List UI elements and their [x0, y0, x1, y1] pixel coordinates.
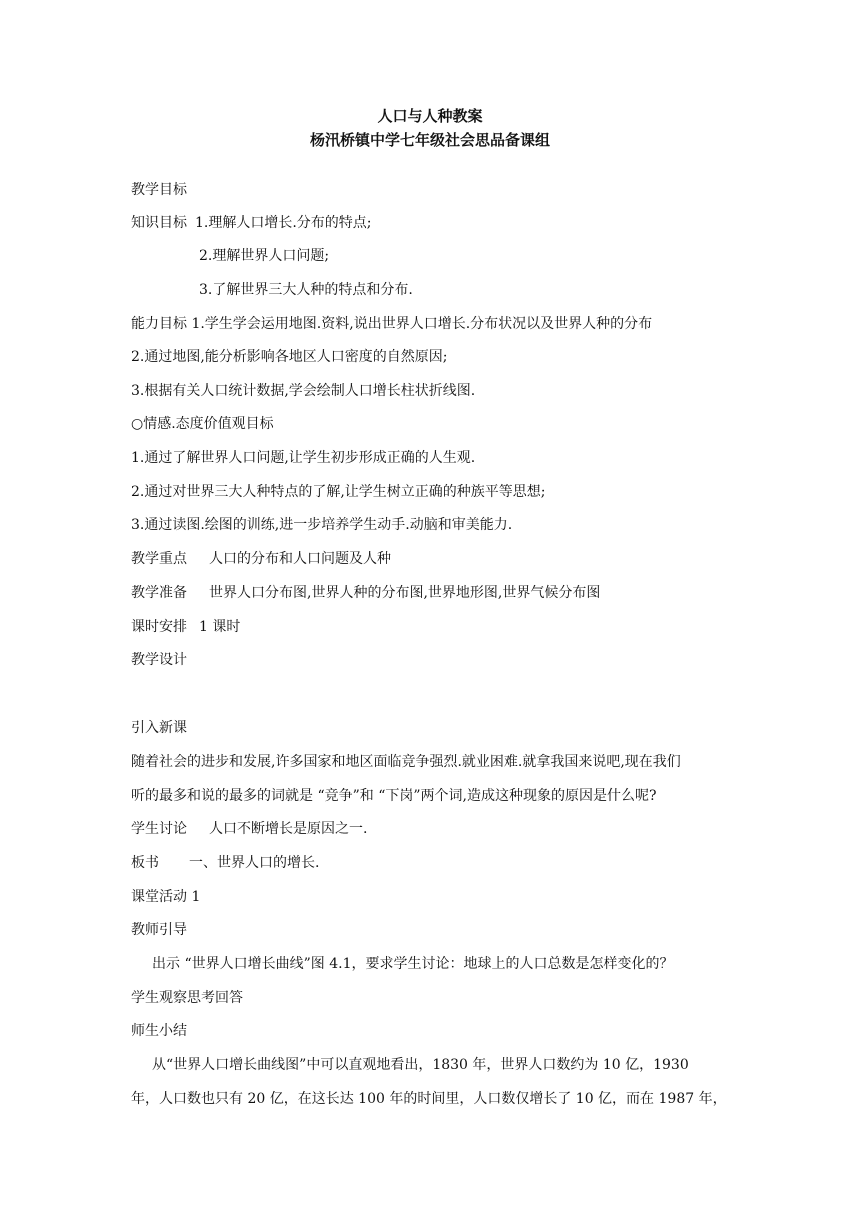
- document-title: 人口与人种教案: [377, 107, 483, 125]
- teaching-prep-label: 教学准备: [131, 585, 187, 601]
- knowledge-goal-item-1: 1.理解人口增长.分布的特点;: [195, 215, 372, 231]
- student-discussion-line: [131, 819, 367, 839]
- student-observe-line: 学生观察思考回答: [131, 990, 243, 1006]
- guide-paragraph: 出示 “世界人口增长曲线”图 4.1，要求学生讨论：地球上的人口总数是怎样变化的？: [152, 956, 674, 972]
- knowledge-goal-label: 知识目标: [131, 215, 187, 231]
- schedule-line: [131, 617, 240, 637]
- knowledge-goal-item-2: 2.理解世界人口问题;: [199, 248, 330, 264]
- emotion-goal-item-2: 2.通过对世界三大人种特点的了解,让学生树立正确的种族平等思想;: [131, 484, 546, 500]
- teaching-focus-label: 教学重点: [131, 551, 187, 567]
- ability-goal-item-2: 2.通过地图,能分析影响各地区人口密度的自然原因;: [131, 349, 448, 365]
- heading-teaching-design: 教学设计: [131, 652, 187, 668]
- knowledge-goal-line: [131, 213, 372, 233]
- teaching-prep-text: 世界人口分布图,世界人种的分布图,世界地形图,世界气候分布图: [209, 585, 601, 601]
- teaching-focus-line: [131, 549, 391, 569]
- emotion-goal-item-3: 3.通过读图.绘图的训练,进一步培养学生动手.动脑和审美能力.: [131, 517, 513, 533]
- heading-teaching-goals: 教学目标: [131, 182, 187, 198]
- schedule-text: 1 课时: [199, 619, 241, 635]
- board-label: 板书: [131, 855, 159, 871]
- intro-paragraph-line-1: 随着社会的进步和发展,许多国家和地区面临竞争强烈.就业困难.就拿我国来说吧,现在我们: [131, 754, 681, 770]
- teaching-prep-line: [131, 583, 600, 603]
- knowledge-goal-item-3: 3.了解世界三大人种的特点和分布.: [199, 282, 413, 298]
- board-line: [131, 853, 319, 873]
- board-text: 一、世界人口的增长.: [189, 855, 320, 871]
- student-discussion-text: 人口不断增长是原因之一.: [209, 821, 368, 837]
- teaching-focus-text: 人口的分布和人口问题及人种: [209, 551, 391, 567]
- intro-paragraph-line-2: 听的最多和说的最多的词就是 “竞争”和 “下岗”两个词,造成这种现象的原因是什么呢?: [131, 788, 657, 804]
- summary-heading: 师生小结: [131, 1023, 187, 1039]
- summary-paragraph-line-2: 年，人口数也只有 20 亿，在这长达 100 年的时间里，人口数仅增长了 10 亿，而在 1987 年，: [131, 1091, 727, 1107]
- schedule-label: 课时安排: [131, 619, 187, 635]
- document-subtitle: 杨汛桥镇中学七年级社会思品备课组: [309, 131, 550, 149]
- student-discussion-label: 学生讨论: [131, 821, 187, 837]
- emotion-goal-item-1: 1.通过了解世界人口问题,让学生初步形成正确的人生观.: [131, 450, 476, 466]
- teacher-guide-heading: 教师引导: [131, 922, 187, 938]
- class-activity-heading: 课堂活动 1: [131, 889, 201, 905]
- ability-goal-item-3: 3.根据有关人口统计数据,学会绘制人口增长柱状折线图.: [131, 383, 476, 399]
- summary-paragraph-line-1: 从“世界人口增长曲线图”中可以直观地看出，1830 年，世界人口数约为 10 亿，1930: [152, 1057, 689, 1073]
- emotion-goal-heading: ○情感.态度价值观目标: [131, 416, 274, 432]
- heading-introduction: 引入新课: [131, 720, 187, 736]
- ability-goal-line: 能力目标 1.学生学会运用地图.资料,说出世界人口增长.分布状况以及世界人种的分布: [131, 316, 653, 332]
